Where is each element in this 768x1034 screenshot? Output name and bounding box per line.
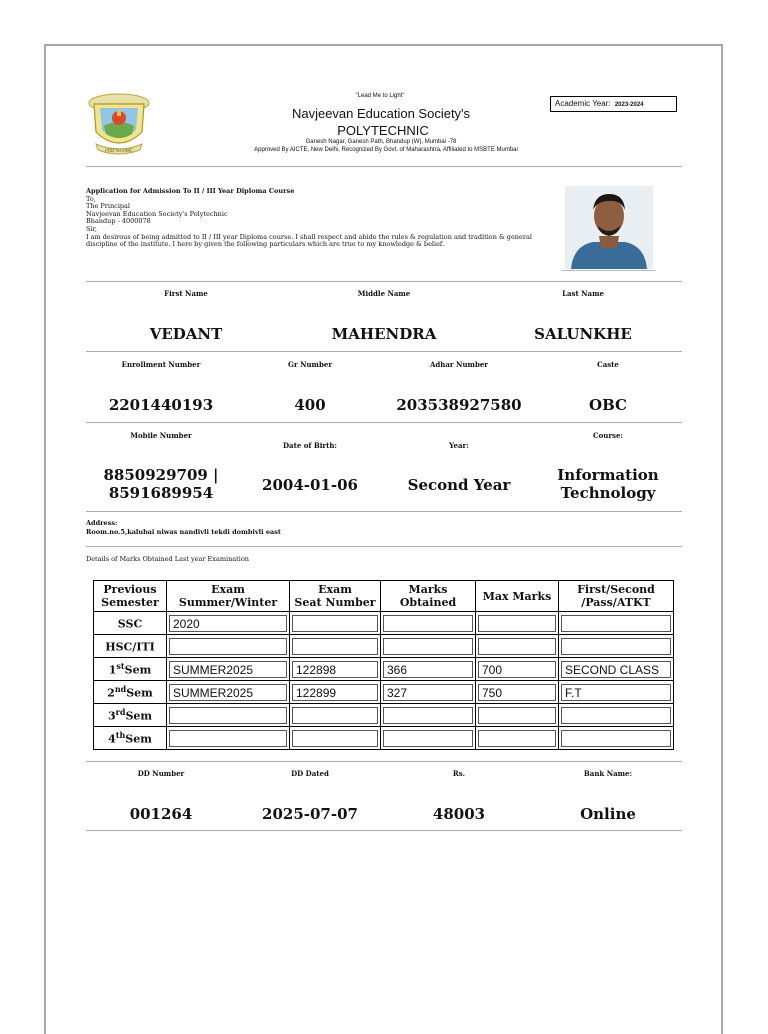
col-max-marks: Max Marks <box>476 581 559 612</box>
payment-divider <box>86 830 682 831</box>
institute-logo <box>84 88 154 160</box>
col-class: First/Second /Pass/ATKT <box>559 581 674 612</box>
society-name: Navjeevan Education Society's <box>291 106 471 121</box>
letter-recipient: The Principal <box>86 202 131 211</box>
table-row <box>94 704 674 727</box>
contact-divider <box>86 511 682 512</box>
bank-name-label: Bank Name: <box>583 769 633 778</box>
result-cell: SECOND CLASS <box>559 658 674 681</box>
result-cell <box>559 635 674 658</box>
seat-cell <box>290 612 381 635</box>
student-photo <box>565 186 653 269</box>
first-name-value: VEDANT <box>149 325 223 343</box>
obtained-cell <box>381 612 476 635</box>
address-divider <box>86 546 682 547</box>
letter-divider <box>86 281 682 282</box>
table-row <box>94 658 674 681</box>
obtained-cell: 327 <box>381 681 476 704</box>
table-row <box>94 612 674 635</box>
semester-cell: HSC/ITI <box>94 635 167 658</box>
middle-name-value: MAHENDRA <box>331 325 437 343</box>
rs-value: 48003 <box>432 805 486 823</box>
course-line-1: Information <box>557 466 659 484</box>
caste-value: OBC <box>589 396 627 414</box>
address-block <box>86 519 676 537</box>
bank-name-value: Online <box>580 805 636 823</box>
col-exam-session: Exam Summer/Winter <box>167 581 290 612</box>
max-cell: 750 <box>476 681 559 704</box>
letter-institute: Navjeevan Education Society's Polytechnic <box>86 209 228 218</box>
result-cell <box>559 612 674 635</box>
mobile-label: Mobile Number <box>130 431 192 440</box>
result-cell <box>559 704 674 727</box>
max-cell <box>476 727 559 750</box>
mobile-line-2: 8591689954 <box>108 484 214 502</box>
year-value: Second Year <box>407 476 511 494</box>
letter-body: I am desirous of being admitted to II / III year Diploma course. I shall respect and abide the rules & regulation and tradition & general discipline of the institute. I here by given the following particulars which are true to my knowledge & belief. <box>86 232 532 249</box>
header-divider <box>86 166 682 167</box>
letter-location: Bhandup - 4000078 <box>86 217 151 226</box>
seat-cell <box>290 635 381 658</box>
first-name-label: First Name <box>164 289 208 298</box>
semester-cell: SSC <box>94 612 167 635</box>
exam-cell <box>167 635 290 658</box>
exam-cell: 2020 <box>167 612 290 635</box>
table-row <box>94 727 674 750</box>
seat-cell: 122899 <box>290 681 381 704</box>
dd-dated-label: DD Dated <box>291 769 329 778</box>
application-title: Application for Admission To II / III Year Diploma Course <box>86 187 295 195</box>
table-divider <box>86 761 682 762</box>
obtained-cell <box>381 635 476 658</box>
approval-line: Approved By AICTE, New Delhi, Recognized By Govt. of Maharashtra, Affiliated to MSBTE Mumbai <box>254 147 518 153</box>
max-cell <box>476 635 559 658</box>
obtained-cell: 366 <box>381 658 476 681</box>
mobile-line-1: 8850929709 | <box>103 466 219 484</box>
address-label: Address: <box>86 519 118 527</box>
course-line-2: Technology <box>560 484 656 502</box>
institute-name: POLYTECHNIC <box>337 123 429 138</box>
max-cell <box>476 612 559 635</box>
seat-cell: 122898 <box>290 658 381 681</box>
table-row <box>94 635 674 658</box>
exam-cell: SUMMER2025 <box>167 681 290 704</box>
exam-cell <box>167 727 290 750</box>
enrollment-label: Enrollment Number <box>121 360 201 369</box>
obtained-cell <box>381 727 476 750</box>
marks-table <box>93 580 674 750</box>
enrollment-value: 2201440193 <box>108 396 214 414</box>
gr-number-label: Gr Number <box>287 360 333 369</box>
gr-number-value: 400 <box>294 396 326 414</box>
application-letter <box>86 188 542 249</box>
max-cell <box>476 704 559 727</box>
dob-label: Date of Birth: <box>282 441 338 450</box>
course-label: Course: <box>593 431 623 440</box>
max-cell: 700 <box>476 658 559 681</box>
seat-cell <box>290 727 381 750</box>
logo-banner-text: POLYTECHNIC <box>105 148 133 153</box>
semester-cell: 2ndSem <box>94 681 167 704</box>
result-cell <box>559 727 674 750</box>
col-seat-number: Exam Seat Number <box>290 581 381 612</box>
institute-address: Ganesh Nagar, Ganesh Path, Bhandup (W), Mumbai -78 <box>305 139 457 145</box>
academic-year-label: Academic Year: <box>555 99 611 108</box>
exam-cell <box>167 704 290 727</box>
letter-to: To, <box>86 194 96 203</box>
course-value <box>533 466 683 502</box>
rs-label: Rs. <box>452 769 466 778</box>
dob-value: 2004-01-06 <box>262 476 358 494</box>
seat-cell <box>290 704 381 727</box>
marks-section-title: Details of Marks Obtained Last year Examination <box>86 555 249 563</box>
mobile-value <box>86 466 236 502</box>
name-divider <box>86 351 682 352</box>
ids-divider <box>86 422 682 423</box>
marks-header-row <box>94 581 674 612</box>
adhar-label: Adhar Number <box>429 360 488 369</box>
dd-dated-value: 2025-07-07 <box>262 805 358 823</box>
last-name-value: SALUNKHE <box>534 325 632 343</box>
academic-year-value: 2023-2024 <box>614 102 644 108</box>
result-cell: F.T <box>559 681 674 704</box>
table-row <box>94 681 674 704</box>
middle-name-label: Middle Name <box>357 289 411 298</box>
letter-salutation: Sir, <box>86 224 97 233</box>
obtained-cell <box>381 704 476 727</box>
exam-cell: SUMMER2025 <box>167 658 290 681</box>
dd-number-label: DD Number <box>137 769 185 778</box>
dd-number-value: 001264 <box>129 805 193 823</box>
year-label: Year: <box>449 441 469 450</box>
caste-label: Caste <box>597 360 619 369</box>
adhar-value: 203538927580 <box>396 396 522 414</box>
academic-year-box <box>550 96 677 112</box>
last-name-label: Last Name <box>562 289 604 298</box>
col-marks-obtained: Marks Obtained <box>381 581 476 612</box>
semester-cell: 1stSem <box>94 658 167 681</box>
col-previous-semester: Previous Semester <box>94 581 167 612</box>
semester-cell: 3rdSem <box>94 704 167 727</box>
motto: "Lead Me to Light" <box>355 93 405 99</box>
semester-cell: 4thSem <box>94 727 167 750</box>
address-value: Room.no.5,kalubai niwas nandivli tekdi dombivli east <box>86 528 281 536</box>
photo-underline <box>562 270 656 271</box>
